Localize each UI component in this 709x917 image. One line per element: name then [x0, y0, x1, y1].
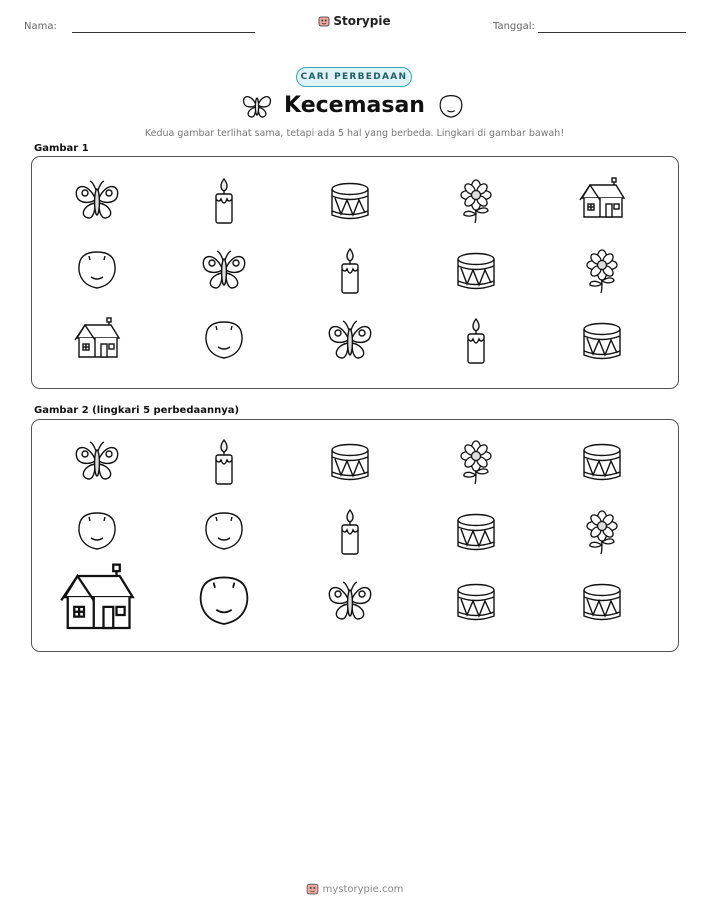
instructions: Kedua gambar terlihat sama, tetapi ada 5 hal yang berbeda. Lingkari di gambar bawah! [144, 128, 565, 139]
butterfly-icon[interactable] [326, 578, 374, 626]
candle-icon[interactable] [326, 247, 374, 295]
house-icon[interactable] [58, 563, 136, 641]
candle-icon[interactable] [200, 438, 248, 486]
butterfly-icon[interactable] [73, 177, 121, 225]
picture2-label: Gambar 2 (lingkari 5 perbedaannya) [34, 405, 240, 416]
drum-icon[interactable] [578, 578, 626, 626]
house-icon[interactable] [73, 317, 121, 365]
drum-icon[interactable] [452, 508, 500, 556]
storypie-logo-icon [306, 882, 319, 895]
badge: CARI PERBEDAAN [296, 67, 412, 87]
footer [0, 882, 709, 895]
page-title: Kecemasan [284, 93, 425, 118]
date-label: Tanggal: [493, 21, 535, 32]
date-line[interactable] [538, 32, 686, 33]
name-label: Nama: [24, 21, 57, 32]
face-icon[interactable] [200, 508, 248, 556]
butterfly-icon[interactable] [326, 317, 374, 365]
flower-icon[interactable] [452, 177, 500, 225]
face-icon[interactable] [73, 508, 121, 556]
drum-icon[interactable] [452, 247, 500, 295]
drum-icon[interactable] [578, 317, 626, 365]
house-icon[interactable] [578, 177, 626, 225]
picture1-label: Gambar 1 [34, 143, 89, 154]
flower-icon[interactable] [578, 508, 626, 556]
name-line[interactable] [72, 32, 255, 33]
drum-icon[interactable] [578, 438, 626, 486]
picture2-panel[interactable] [31, 419, 679, 652]
storypie-logo-icon [318, 15, 330, 27]
butterfly-icon[interactable] [73, 438, 121, 486]
face-icon [437, 93, 465, 121]
flower-icon[interactable] [578, 247, 626, 295]
drum-icon[interactable] [326, 177, 374, 225]
picture1-panel[interactable] [31, 156, 679, 389]
face-icon[interactable] [73, 247, 121, 295]
flower-icon[interactable] [452, 438, 500, 486]
brand-name: Storypie [333, 14, 391, 28]
face-icon[interactable] [193, 571, 255, 633]
face-icon[interactable] [200, 317, 248, 365]
butterfly-icon[interactable] [200, 247, 248, 295]
brand [0, 14, 709, 28]
candle-icon[interactable] [452, 317, 500, 365]
candle-icon[interactable] [200, 177, 248, 225]
footer-url: mystorypie.com [322, 884, 404, 895]
candle-icon[interactable] [326, 508, 374, 556]
drum-icon[interactable] [452, 578, 500, 626]
drum-icon[interactable] [326, 438, 374, 486]
